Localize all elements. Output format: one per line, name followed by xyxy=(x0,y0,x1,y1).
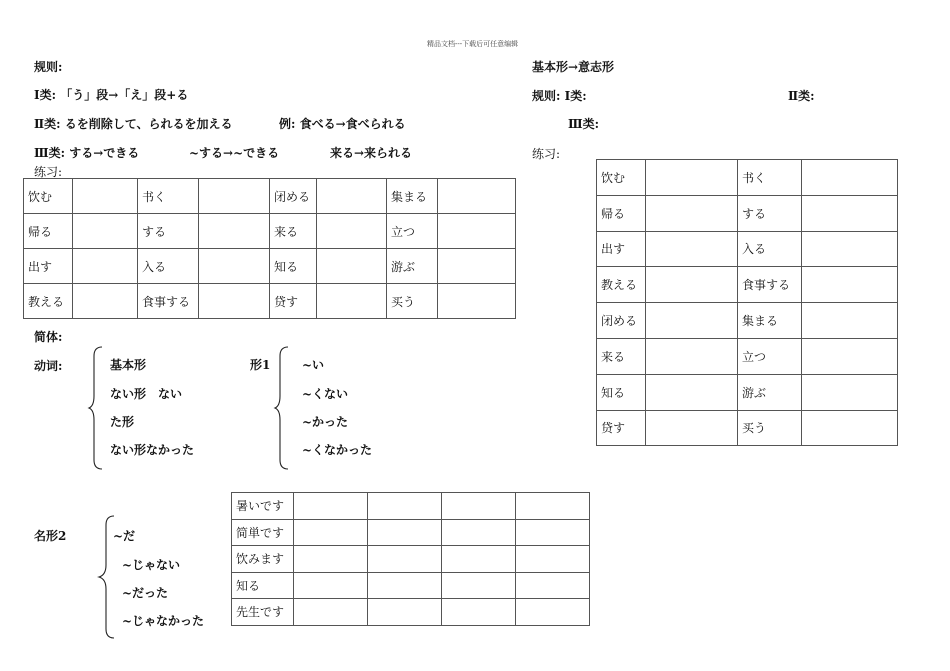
header-note: 精品文档---下载后可任意编辑 xyxy=(427,40,519,48)
verb-form-1: 基本形 xyxy=(110,358,147,372)
answer-cell xyxy=(442,493,516,520)
table-row xyxy=(24,214,516,249)
word-cell: 游ぶ xyxy=(387,249,438,284)
word-cell: する xyxy=(738,195,802,231)
word-cell: 饮む xyxy=(24,179,73,214)
word-cell: 闭める xyxy=(597,303,646,339)
volitional-title: 基本形→意志形 xyxy=(532,60,615,74)
practice-label: 练习: xyxy=(34,165,63,179)
adj2-form-1: ~だ xyxy=(113,529,136,543)
answer-cell xyxy=(368,546,442,573)
table-row xyxy=(597,231,898,267)
word-cell: 入る xyxy=(738,231,802,267)
word-cell: 食事する xyxy=(738,267,802,303)
answer-cell xyxy=(368,572,442,599)
answer-cell xyxy=(516,493,590,520)
volitional-class-3-label: Ⅲ类: xyxy=(568,117,600,131)
answer-cell xyxy=(802,410,898,446)
word-cell: 饮みます xyxy=(232,546,294,573)
rule-class-3b: ~する→~できる xyxy=(189,146,280,160)
answer-cell xyxy=(294,599,368,626)
answer-cell xyxy=(294,519,368,546)
table-row xyxy=(597,303,898,339)
answer-cell xyxy=(73,284,138,319)
answer-cell xyxy=(73,249,138,284)
word-cell: 入る xyxy=(138,249,199,284)
table-row xyxy=(232,572,590,599)
word-cell: 买う xyxy=(387,284,438,319)
verb-form-4: ない形なかった xyxy=(110,443,195,457)
answer-cell xyxy=(368,599,442,626)
answer-cell xyxy=(802,338,898,374)
word-cell: 教える xyxy=(24,284,73,319)
answer-cell xyxy=(438,214,516,249)
answer-cell xyxy=(646,303,738,339)
answer-cell xyxy=(368,519,442,546)
answer-cell xyxy=(646,374,738,410)
word-cell: 立つ xyxy=(387,214,438,249)
adj1-brace xyxy=(274,346,290,470)
word-cell: 书く xyxy=(738,160,802,196)
verb-form-2: ない形 ない xyxy=(110,387,183,401)
answer-cell xyxy=(442,546,516,573)
answer-cell xyxy=(646,231,738,267)
answer-cell xyxy=(646,338,738,374)
word-cell: 贷す xyxy=(597,410,646,446)
answer-cell xyxy=(73,179,138,214)
word-cell: する xyxy=(138,214,199,249)
volitional-class-2-label: Ⅱ类: xyxy=(788,89,815,103)
word-cell: 帰る xyxy=(24,214,73,249)
plain-form-title: 简体: xyxy=(34,330,63,344)
rule-class-1: Ⅰ类: 「う」段→「え」段+る xyxy=(34,88,189,102)
volitional-rules-label: 规则: Ⅰ类: xyxy=(532,89,587,103)
answer-cell xyxy=(516,546,590,573)
word-cell: 知る xyxy=(597,374,646,410)
table-row xyxy=(597,195,898,231)
answer-cell xyxy=(442,519,516,546)
adj1-label: 形1 xyxy=(250,358,271,372)
answer-cell xyxy=(73,214,138,249)
word-cell: 贷す xyxy=(270,284,317,319)
word-cell: 先生です xyxy=(232,599,294,626)
volitional-practice-label: 练习: xyxy=(532,147,561,161)
plain-form-table xyxy=(231,492,590,626)
word-cell: 来る xyxy=(270,214,317,249)
answer-cell xyxy=(438,249,516,284)
rule-class-2-example: 例: 食べる→食べられる xyxy=(279,117,406,131)
word-cell: 出す xyxy=(24,249,73,284)
answer-cell xyxy=(199,284,270,319)
rules-title: 规则: xyxy=(34,60,63,74)
table-row xyxy=(597,410,898,446)
word-cell: 书く xyxy=(138,179,199,214)
word-cell: 饮む xyxy=(597,160,646,196)
table-row xyxy=(232,599,590,626)
answer-cell xyxy=(317,249,387,284)
answer-cell xyxy=(294,546,368,573)
answer-cell xyxy=(646,410,738,446)
answer-cell xyxy=(438,284,516,319)
verb-form-3: た形 xyxy=(110,415,135,429)
word-cell: 知る xyxy=(232,572,294,599)
answer-cell xyxy=(317,214,387,249)
word-cell: 食事する xyxy=(138,284,199,319)
table-row xyxy=(24,249,516,284)
answer-cell xyxy=(438,179,516,214)
answer-cell xyxy=(802,303,898,339)
answer-cell xyxy=(646,160,738,196)
answer-cell xyxy=(368,493,442,520)
rule-class-3c: 来る→来られる xyxy=(330,146,413,160)
adj2-label: 名形2 xyxy=(34,529,67,543)
answer-cell xyxy=(802,267,898,303)
answer-cell xyxy=(802,374,898,410)
verb-brace xyxy=(88,346,104,470)
table-row xyxy=(597,338,898,374)
adj2-form-4: ~じゃなかった xyxy=(122,614,205,628)
answer-cell xyxy=(294,572,368,599)
answer-cell xyxy=(442,572,516,599)
table-row xyxy=(232,493,590,520)
table-row xyxy=(24,179,516,214)
word-cell: 教える xyxy=(597,267,646,303)
adj1-form-1: ~い xyxy=(302,358,325,372)
table-row xyxy=(597,267,898,303)
adj2-form-3: ~だった xyxy=(122,586,169,600)
rule-class-3a: Ⅲ类: する→できる xyxy=(34,146,140,160)
answer-cell xyxy=(294,493,368,520)
word-cell: 集まる xyxy=(387,179,438,214)
answer-cell xyxy=(317,284,387,319)
answer-cell xyxy=(802,160,898,196)
answer-cell xyxy=(199,249,270,284)
word-cell: 游ぶ xyxy=(738,374,802,410)
answer-cell xyxy=(802,231,898,267)
table-row xyxy=(597,374,898,410)
word-cell: 集まる xyxy=(738,303,802,339)
volitional-practice-table xyxy=(596,159,898,446)
answer-cell xyxy=(199,179,270,214)
word-cell: 帰る xyxy=(597,195,646,231)
verb-label: 动词: xyxy=(34,359,63,373)
table-row xyxy=(232,519,590,546)
answer-cell xyxy=(516,599,590,626)
table-row xyxy=(597,160,898,196)
word-cell: 简単です xyxy=(232,519,294,546)
word-cell: 立つ xyxy=(738,338,802,374)
word-cell: 出す xyxy=(597,231,646,267)
rule-class-2: Ⅱ类: るを削除して、られるを加える xyxy=(34,117,233,131)
answer-cell xyxy=(646,195,738,231)
word-cell: 闭める xyxy=(270,179,317,214)
word-cell: 知る xyxy=(270,249,317,284)
adj2-form-2: ~じゃない xyxy=(122,558,181,572)
answer-cell xyxy=(646,267,738,303)
word-cell: 暑いです xyxy=(232,493,294,520)
answer-cell xyxy=(516,572,590,599)
answer-cell xyxy=(516,519,590,546)
table-row xyxy=(232,546,590,573)
word-cell: 来る xyxy=(597,338,646,374)
answer-cell xyxy=(199,214,270,249)
answer-cell xyxy=(802,195,898,231)
adj1-form-4: ~くなかった xyxy=(302,443,373,457)
table-row xyxy=(24,284,516,319)
word-cell: 买う xyxy=(738,410,802,446)
practice-table xyxy=(23,178,516,319)
adj1-form-2: ~くない xyxy=(302,387,349,401)
answer-cell xyxy=(442,599,516,626)
adj1-form-3: ~かった xyxy=(302,415,349,429)
answer-cell xyxy=(317,179,387,214)
